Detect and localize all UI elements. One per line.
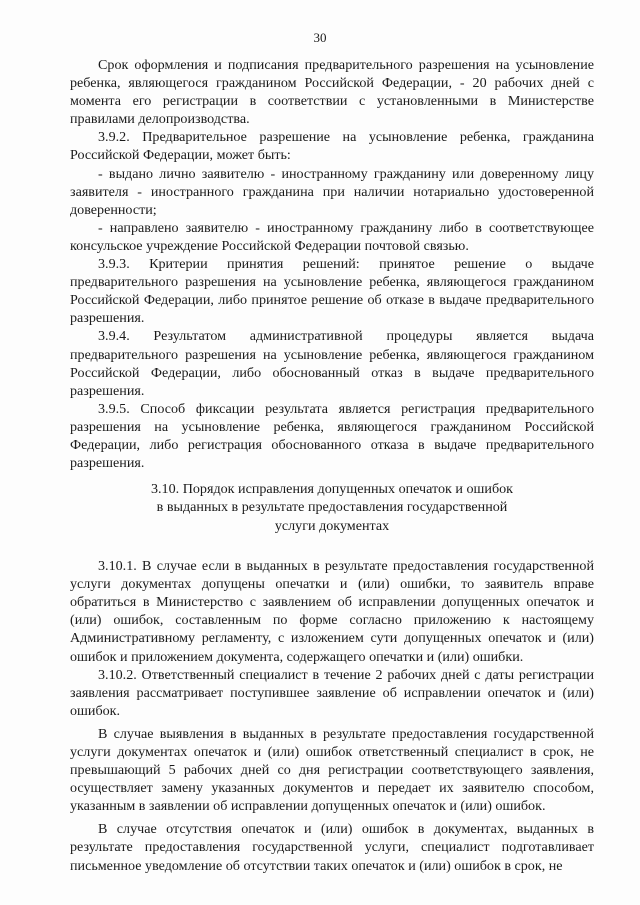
paragraph-no-errors: В случае отсутствия опечаток и (или) ошибок в документах, выданных в результате предоставления государственной услуги, специалист подготавливает письменное уведомление об отсутствии таких опечаток и (или) ошибок в срок, не [70,821,594,874]
paragraph-term: Срок оформления и подписания предварительного разрешения на усыновление ребенка, являющегося гражданином Российской Федерации, - 20 рабочих дней с момента его регистрации в соответствии с установленными в Министерстве правилами делопроизводства. [70,57,594,128]
paragraph-3-9-3: 3.9.3. Критерии принятия решений: принятое решение о выдаче предварительного разрешения на усыновление ребенка, являющегося гражданином Российской Федерации, либо принятое решение об отказе в выдаче предварительного разрешения. [70,256,594,327]
page-number: 30 [313,30,327,45]
paragraph-errors-found: В случае выявления в выданных в результате предоставления государственной услуги документах опечаток и (или) ошибок ответственный специалист в срок, не превышающий 5 рабочих дней со дня регистрации соответствующего заявления, осуществляет замену указанных документов и передает их заявителю способом, указанным в заявлении об исправлении допущенных опечаток и (или) ошибок. [70,725,594,815]
paragraph-3-9-2: 3.9.2. Предварительное разрешение на усыновление ребенка, гражданина Российской Федерации, может быть: [70,129,594,164]
list-item-issued-personally: - выдано лично заявителю - иностранному гражданину или доверенному лицу заявителя - иностранного гражданина при наличии нотариально удостоверенной доверенности; [70,165,594,218]
paragraph-3-9-5: 3.9.5. Способ фиксации результата является регистрация предварительного разрешения на усыновление ребенка, являющегося гражданином Российской Федерации, либо регистрация обоснованного отказа в выдаче предварительного разрешения. [70,400,594,472]
paragraph-3-9-4: 3.9.4. Результатом административной процедуры является выдача предварительного разрешения на усыновление ребенка, являющегося гражданином Российской Федерации, либо обоснованный отказ в выдаче предварительного разрешения. [70,328,594,399]
paragraph-3-10-1: 3.10.1. В случае если в выданных в результате предоставления государственной услуги документах допущены опечатки и (или) ошибки, то заявитель вправе обратиться в Министерство с заявлением об исправлении допущенных опечаток и (или) ошибок, составленным по форме согласно приложению к настоящему Административному регламенту, с изложением сути допущенных опечаток и (или) ошибок и приложением документа, содержащего опечатки и (или) ошибки. [70,558,594,665]
paragraph-3-10-2: 3.10.2. Ответственный специалист в течение 2 рабочих дней с даты регистрации заявления рассматривает поступившее заявление об исправлении опечаток и (или) ошибок. [70,666,594,719]
section-title-line: 3.10. Порядок исправления допущенных опечаток и ошибок [150,481,514,498]
list-item-sent-by-mail: - направлено заявителю - иностранному гражданину либо в соответствующее консульское учреждение Российской Федерации почтовой связью. [70,219,594,254]
section-title-3-10 [70,480,594,535]
page-body [70,56,594,875]
section-title-line: услуги документах [274,517,390,534]
section-title-line: в выданных в результате предоставления государственной [156,499,508,516]
